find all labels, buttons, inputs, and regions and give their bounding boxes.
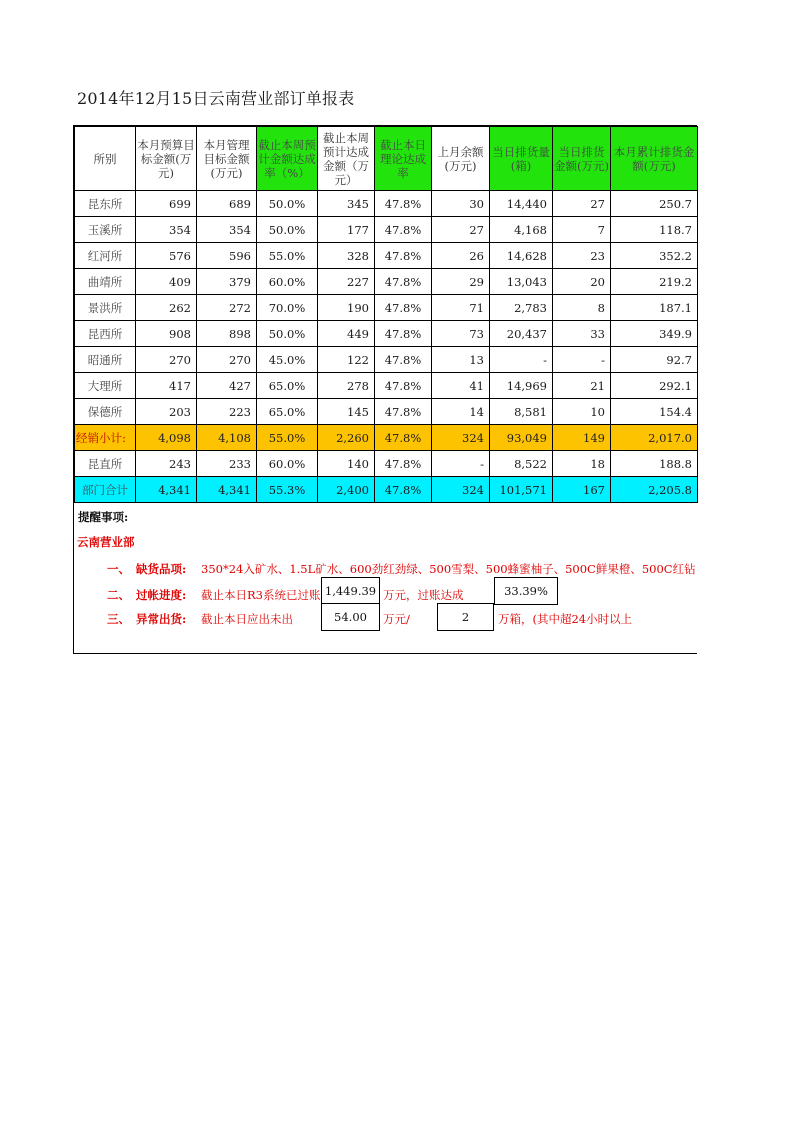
weekly-rate-cell: 70.0% <box>257 295 318 321</box>
month-cumulative-cell: 250.7 <box>611 191 698 217</box>
branch-name-cell: 部门合计 <box>75 477 136 503</box>
weekly-rate-cell: 60.0% <box>257 451 318 477</box>
table-row <box>75 451 698 477</box>
theory-rate-cell: 47.8% <box>375 347 432 373</box>
month-cumulative-cell: 187.1 <box>611 295 698 321</box>
note-label: 异常出货: <box>136 612 187 626</box>
month-cumulative-cell: 2,205.8 <box>611 477 698 503</box>
department-name: 云南营业部 <box>77 535 135 549</box>
daily-cases-cell: - <box>490 347 553 373</box>
table-row <box>75 217 698 243</box>
daily-amount-cell: 33 <box>553 321 611 347</box>
mgmt-target-cell: 233 <box>197 451 257 477</box>
weekly-rate-cell: 55.0% <box>257 243 318 269</box>
daily-amount-cell: 20 <box>553 269 611 295</box>
note-number: 一、 <box>107 562 130 576</box>
reminders-section <box>74 503 697 654</box>
weekly-amount-cell: 122 <box>318 347 375 373</box>
branch-name-cell: 大理所 <box>75 373 136 399</box>
mgmt-target-cell: 596 <box>197 243 257 269</box>
note-number: 二、 <box>107 588 130 602</box>
posting-rate-box: 33.39% <box>494 577 558 605</box>
weekly-rate-cell: 55.3% <box>257 477 318 503</box>
branch-name-cell: 昆东所 <box>75 191 136 217</box>
col-header-daily-amount: 当日排货金额(万元) <box>553 127 611 191</box>
last-month-balance-cell: - <box>432 451 490 477</box>
branch-name-cell: 景洪所 <box>75 295 136 321</box>
last-month-balance-cell: 26 <box>432 243 490 269</box>
daily-cases-cell: 20,437 <box>490 321 553 347</box>
abnormal-after-text: 万箱，(其中超24小时以上 <box>498 612 633 626</box>
last-month-balance-cell: 41 <box>432 373 490 399</box>
daily-amount-cell: 8 <box>553 295 611 321</box>
note-number: 三、 <box>107 612 130 626</box>
budget-target-cell: 203 <box>136 399 197 425</box>
last-month-balance-cell: 324 <box>432 425 490 451</box>
last-month-balance-cell: 13 <box>432 347 490 373</box>
table-row <box>75 347 698 373</box>
month-cumulative-cell: 352.2 <box>611 243 698 269</box>
mgmt-target-cell: 379 <box>197 269 257 295</box>
budget-target-cell: 699 <box>136 191 197 217</box>
last-month-balance-cell: 324 <box>432 477 490 503</box>
weekly-amount-cell: 278 <box>318 373 375 399</box>
col-header-month-cumulative: 本月累计排货金额(万元) <box>611 127 698 191</box>
weekly-rate-cell: 60.0% <box>257 269 318 295</box>
abnormal-mid-text: 万元/ <box>383 612 410 626</box>
theory-rate-cell: 47.8% <box>375 425 432 451</box>
mgmt-target-cell: 427 <box>197 373 257 399</box>
weekly-amount-cell: 227 <box>318 269 375 295</box>
note-label: 缺货品项: <box>136 562 187 576</box>
weekly-amount-cell: 345 <box>318 191 375 217</box>
last-month-balance-cell: 73 <box>432 321 490 347</box>
table-row <box>75 399 698 425</box>
col-header-last-month-balance: 上月余额(万元) <box>432 127 490 191</box>
col-header-weekly-rate: 截止本周预计金额达成率（%） <box>257 127 318 191</box>
theory-rate-cell: 47.8% <box>375 295 432 321</box>
col-header-branch: 所别 <box>75 127 136 191</box>
weekly-rate-cell: 65.0% <box>257 399 318 425</box>
col-header-mgmt-target: 本月管理目标金额(万元) <box>197 127 257 191</box>
unshipped-cases-box: 2 <box>437 603 494 631</box>
theory-rate-cell: 47.8% <box>375 477 432 503</box>
last-month-balance-cell: 71 <box>432 295 490 321</box>
daily-cases-cell: 14,628 <box>490 243 553 269</box>
budget-target-cell: 354 <box>136 217 197 243</box>
daily-amount-cell: 18 <box>553 451 611 477</box>
table-row <box>75 269 698 295</box>
total-row <box>75 477 698 503</box>
last-month-balance-cell: 14 <box>432 399 490 425</box>
daily-cases-cell: 14,440 <box>490 191 553 217</box>
month-cumulative-cell: 349.9 <box>611 321 698 347</box>
col-header-daily-cases: 当日排货量(箱) <box>490 127 553 191</box>
theory-rate-cell: 47.8% <box>375 191 432 217</box>
note-text: 350*24入矿水、1.5L矿水、600劲红劲绿、500雪梨、500蜂蜜柚子、500C鲜果橙、500C红钻 <box>201 562 696 576</box>
branch-name-cell: 经销小计: <box>75 425 136 451</box>
table-row <box>75 243 698 269</box>
daily-cases-cell: 14,969 <box>490 373 553 399</box>
weekly-rate-cell: 45.0% <box>257 347 318 373</box>
weekly-amount-cell: 2,400 <box>318 477 375 503</box>
budget-target-cell: 409 <box>136 269 197 295</box>
month-cumulative-cell: 154.4 <box>611 399 698 425</box>
daily-cases-cell: 2,783 <box>490 295 553 321</box>
col-header-theory-rate: 截止本日理论达成率 <box>375 127 432 191</box>
budget-target-cell: 262 <box>136 295 197 321</box>
budget-target-cell: 417 <box>136 373 197 399</box>
last-month-balance-cell: 30 <box>432 191 490 217</box>
posted-amount-box: 1,449.39 <box>321 577 380 605</box>
branch-name-cell: 玉溪所 <box>75 217 136 243</box>
daily-amount-cell: 21 <box>553 373 611 399</box>
mgmt-target-cell: 4,108 <box>197 425 257 451</box>
month-cumulative-cell: 292.1 <box>611 373 698 399</box>
mgmt-target-cell: 689 <box>197 191 257 217</box>
report-title: 2014年12月15日云南营业部订单报表 <box>77 89 355 108</box>
weekly-amount-cell: 145 <box>318 399 375 425</box>
weekly-rate-cell: 50.0% <box>257 217 318 243</box>
report-sheet <box>73 125 697 654</box>
weekly-rate-cell: 55.0% <box>257 425 318 451</box>
theory-rate-cell: 47.8% <box>375 217 432 243</box>
daily-amount-cell: 27 <box>553 191 611 217</box>
daily-cases-cell: 8,581 <box>490 399 553 425</box>
theory-rate-cell: 47.8% <box>375 243 432 269</box>
note-shortage <box>74 561 697 577</box>
mgmt-target-cell: 272 <box>197 295 257 321</box>
daily-cases-cell: 4,168 <box>490 217 553 243</box>
month-cumulative-cell: 118.7 <box>611 217 698 243</box>
note-label: 过帐进度: <box>136 588 187 602</box>
theory-rate-cell: 47.8% <box>375 399 432 425</box>
daily-cases-cell: 93,049 <box>490 425 553 451</box>
mgmt-target-cell: 354 <box>197 217 257 243</box>
last-month-balance-cell: 29 <box>432 269 490 295</box>
header-row <box>75 127 698 191</box>
theory-rate-cell: 47.8% <box>375 321 432 347</box>
weekly-amount-cell: 449 <box>318 321 375 347</box>
theory-rate-cell: 47.8% <box>375 451 432 477</box>
month-cumulative-cell: 92.7 <box>611 347 698 373</box>
reminders-title: 提醒事项: <box>78 510 129 524</box>
weekly-amount-cell: 328 <box>318 243 375 269</box>
branch-name-cell: 保德所 <box>75 399 136 425</box>
branch-name-cell: 曲靖所 <box>75 269 136 295</box>
mgmt-target-cell: 4,341 <box>197 477 257 503</box>
daily-cases-cell: 13,043 <box>490 269 553 295</box>
table-row <box>75 321 698 347</box>
branch-name-cell: 昭通所 <box>75 347 136 373</box>
mgmt-target-cell: 270 <box>197 347 257 373</box>
table-row <box>75 295 698 321</box>
branch-name-cell: 昆西所 <box>75 321 136 347</box>
month-cumulative-cell: 188.8 <box>611 451 698 477</box>
note-text: 截止本日应出未出 <box>201 612 293 626</box>
budget-target-cell: 243 <box>136 451 197 477</box>
branch-name-cell: 红河所 <box>75 243 136 269</box>
branch-name-cell: 昆直所 <box>75 451 136 477</box>
note-abnormal-shipment <box>74 611 314 627</box>
last-month-balance-cell: 27 <box>432 217 490 243</box>
posting-mid-text: 万元，过账达成 <box>383 588 464 602</box>
weekly-amount-cell: 177 <box>318 217 375 243</box>
daily-cases-cell: 8,522 <box>490 451 553 477</box>
daily-amount-cell: 10 <box>553 399 611 425</box>
weekly-amount-cell: 190 <box>318 295 375 321</box>
table-row <box>75 191 698 217</box>
weekly-rate-cell: 50.0% <box>257 191 318 217</box>
mgmt-target-cell: 223 <box>197 399 257 425</box>
mgmt-target-cell: 898 <box>197 321 257 347</box>
col-header-weekly-amount: 截止本周预计达成金额（万元） <box>318 127 375 191</box>
weekly-amount-cell: 140 <box>318 451 375 477</box>
daily-amount-cell: 7 <box>553 217 611 243</box>
note-text: 截止本日R3系统已过账 <box>201 588 321 602</box>
budget-target-cell: 908 <box>136 321 197 347</box>
budget-target-cell: 4,341 <box>136 477 197 503</box>
theory-rate-cell: 47.8% <box>375 373 432 399</box>
order-report-table <box>74 126 698 503</box>
budget-target-cell: 270 <box>136 347 197 373</box>
daily-cases-cell: 101,571 <box>490 477 553 503</box>
unshipped-amount-box: 54.00 <box>321 603 380 631</box>
daily-amount-cell: 167 <box>553 477 611 503</box>
weekly-rate-cell: 50.0% <box>257 321 318 347</box>
table-row <box>75 373 698 399</box>
budget-target-cell: 4,098 <box>136 425 197 451</box>
daily-amount-cell: 149 <box>553 425 611 451</box>
month-cumulative-cell: 219.2 <box>611 269 698 295</box>
subtotal-row <box>75 425 698 451</box>
budget-target-cell: 576 <box>136 243 197 269</box>
weekly-amount-cell: 2,260 <box>318 425 375 451</box>
weekly-rate-cell: 65.0% <box>257 373 318 399</box>
daily-amount-cell: 23 <box>553 243 611 269</box>
daily-amount-cell: - <box>553 347 611 373</box>
month-cumulative-cell: 2,017.0 <box>611 425 698 451</box>
col-header-budget-target: 本月预算目标金额(万元) <box>136 127 197 191</box>
theory-rate-cell: 47.8% <box>375 269 432 295</box>
